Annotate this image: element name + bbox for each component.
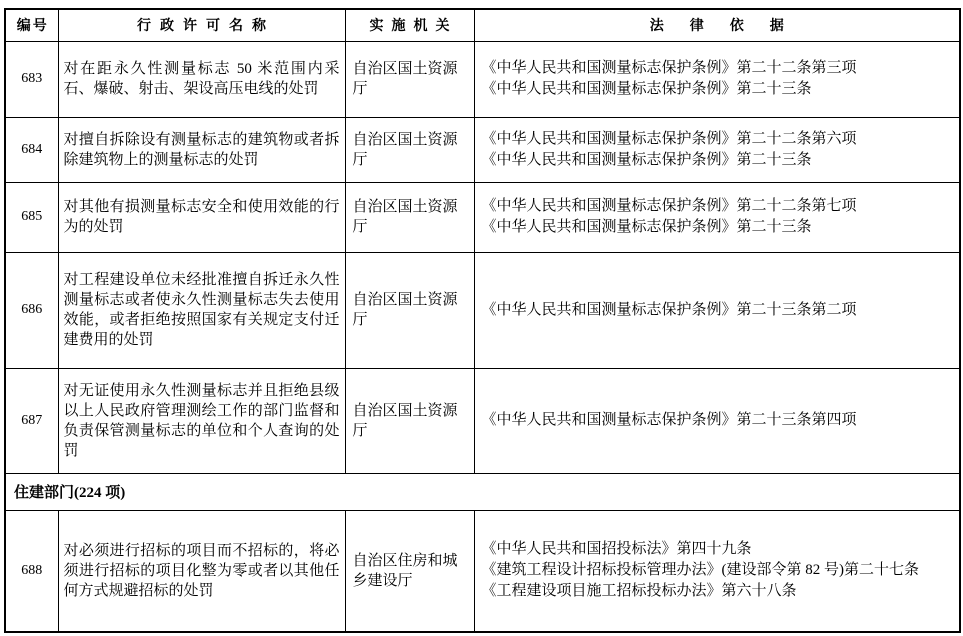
legal-basis-line: 《中华人民共和国测量标志保护条例》第二十三条第四项 (481, 412, 857, 428)
permit-name: 对工程建设单位未经批准擅自拆迁永久性测量标志或者使永久性测量标志失去使用效能，或者拒绝按照国家有关规定支付迁建费用的处罚 (58, 252, 345, 368)
row-id: 686 (5, 252, 58, 368)
legal-basis (474, 182, 960, 252)
permit-name: 对擅自拆除设有测量标志的建筑物或者拆除建筑物上的测量标志的处罚 (58, 117, 345, 182)
header-id: 编号 (5, 9, 58, 41)
legal-basis (474, 41, 960, 117)
legal-basis-line: 《中华人民共和国测量标志保护条例》第二十二条第三项 (481, 60, 857, 76)
header-legal-basis: 法律依据 (474, 9, 960, 41)
permit-name: 对在距永久性测量标志 50 米范围内采石、爆破、射击、架设高压电线的处罚 (58, 41, 345, 117)
legal-basis-line: 《中华人民共和国招投标法》第四十九条 (481, 541, 752, 558)
row-id: 687 (5, 368, 58, 473)
table-row (5, 510, 960, 632)
permit-name: 对无证使用永久性测量标志并且拒绝县级以上人民政府管理测绘工作的部门监督和负责保管测量标志的单位和个人查询的处罚 (58, 368, 345, 473)
legal-basis (474, 252, 960, 368)
row-id: 683 (5, 41, 58, 117)
header-row (5, 9, 960, 41)
legal-basis (474, 117, 960, 182)
header-agency: 实施机关 (345, 9, 474, 41)
administrative-permits-table (4, 8, 961, 633)
legal-basis-line: 《中华人民共和国测量标志保护条例》第二十三条 (481, 81, 812, 97)
table-row (5, 117, 960, 182)
permit-name: 对其他有损测量标志安全和使用效能的行为的处罚 (58, 182, 345, 252)
table-row (5, 41, 960, 117)
table-row (5, 252, 960, 368)
table-row (5, 368, 960, 473)
implementing-agency: 自治区国土资源厅 (345, 117, 474, 182)
table-row (5, 182, 960, 252)
legal-basis-line: 《中华人民共和国测量标志保护条例》第二十三条 (481, 219, 812, 235)
implementing-agency: 自治区国土资源厅 (345, 368, 474, 473)
legal-basis-line: 《中华人民共和国测量标志保护条例》第二十三条第二项 (481, 301, 857, 318)
legal-basis-line: 《建筑工程设计招标投标管理办法》(建设部令第 82 号)第二十七条 (481, 562, 919, 579)
row-id: 685 (5, 182, 58, 252)
legal-basis (474, 510, 960, 632)
permit-name: 对必须进行招标的项目而不招标的，将必须进行招标的项目化整为零或者以其他任何方式规避招标的处罚 (58, 510, 345, 632)
legal-basis-line: 《中华人民共和国测量标志保护条例》第二十三条 (481, 151, 812, 168)
header-permit-name: 行政许可名称 (58, 9, 345, 41)
row-id: 688 (5, 510, 58, 632)
legal-basis-line: 《中华人民共和国测量标志保护条例》第二十二条第六项 (481, 130, 857, 147)
section-row (5, 473, 960, 510)
implementing-agency: 自治区国土资源厅 (345, 252, 474, 368)
row-id: 684 (5, 117, 58, 182)
implementing-agency: 自治区国土资源厅 (345, 182, 474, 252)
legal-basis (474, 368, 960, 473)
legal-basis-line: 《工程建设项目施工招标投标办法》第六十八条 (481, 583, 797, 600)
implementing-agency: 自治区住房和城乡建设厅 (345, 510, 474, 632)
implementing-agency: 自治区国土资源厅 (345, 41, 474, 117)
section-label: 住建部门(224 项) (5, 473, 960, 510)
legal-basis-line: 《中华人民共和国测量标志保护条例》第二十二条第七项 (481, 198, 857, 214)
